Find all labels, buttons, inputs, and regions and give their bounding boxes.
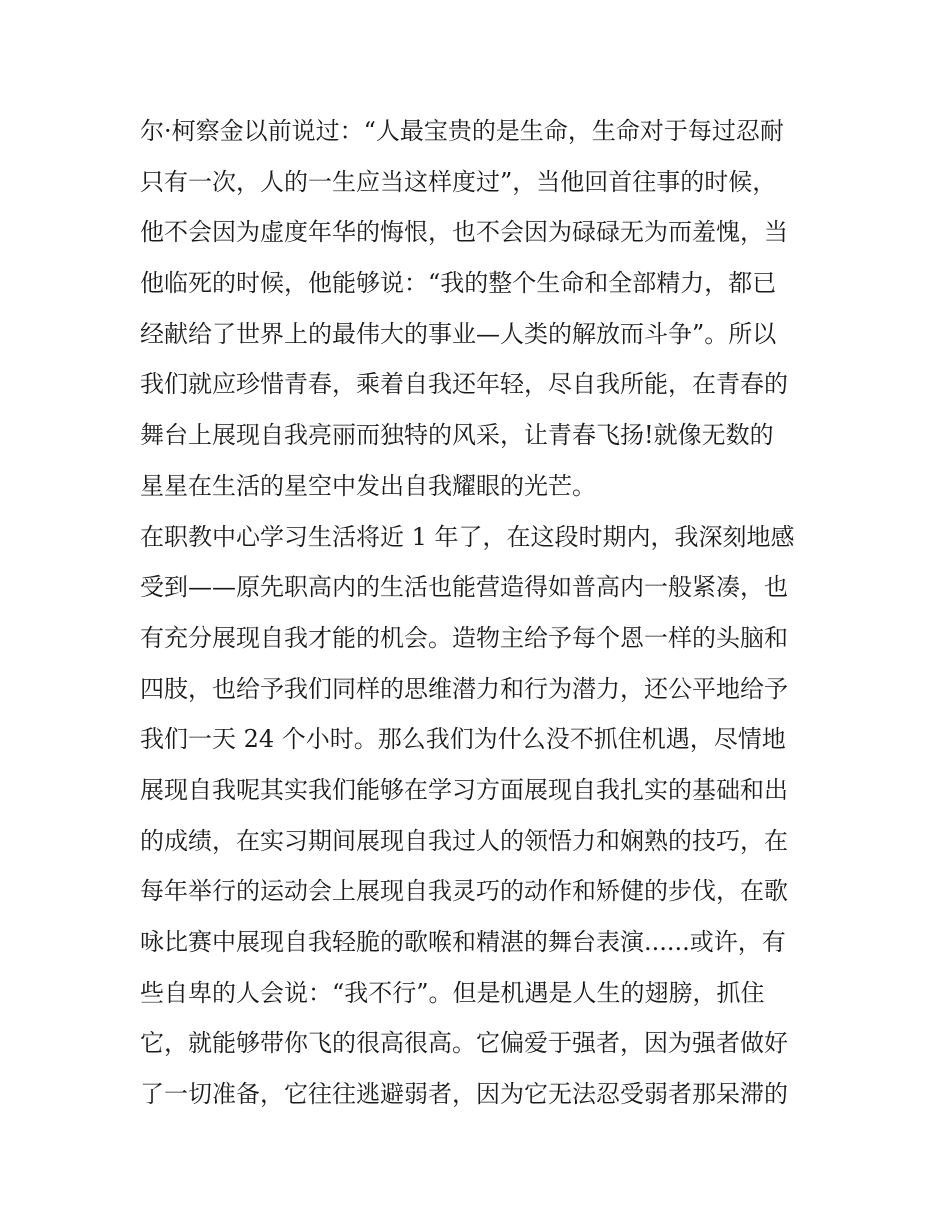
text-line-19: 它，就能够带你飞的很高很高。它偏爱于强者，因为强者做好: [140, 1029, 788, 1058]
text-line-15: 的成绩，在实习期间展现自我过人的领悟力和娴熟的技巧，在: [140, 826, 788, 855]
text-line-1: 尔·柯察金以前说过：“人最宝贵的是生命，生命对于每过忍耐: [140, 117, 784, 145]
document-body: [140, 106, 820, 1120]
text-line-13: 我们一天 24 个小时。那么我们为什么没不抓住机遇，尽情地: [140, 725, 786, 754]
text-line-18: 些自卑的人会说：“我不行”。但是机遇是人生的翅膀，抓住: [140, 978, 765, 1007]
text-line-17: 咏比赛中展现自我轻脆的歌喉和精湛的舞台表演......或许，有: [140, 928, 786, 956]
text-line-16: 每年举行的运动会上展现自我灵巧的动作和矫健的步伐，在歌: [140, 877, 788, 906]
text-line-14: 展现自我呢其实我们能够在学习方面展现自我扎实的基础和出: [140, 775, 788, 804]
text-line-3: 他不会因为虚度年华的悔恨，也不会因为碌碌无为而羞愧，当: [140, 218, 788, 247]
text-line-12: 四肢，也给予我们同样的思维潜力和行为潜力，还公平地给予: [140, 674, 788, 703]
text-line-4: 他临死的时候，他能够说：“我的整个生命和全部精力，都已: [140, 269, 777, 298]
text-line-9: 在职教中心学习生活将近 1 年了，在这段时期内，我深刻地感: [140, 522, 795, 551]
text-line-2: 只有一次，人的一生应当这样度过”，当他回首往事的时候，: [140, 167, 777, 196]
text-line-5: 经献给了世界上的最伟大的事业—人类的解放而斗争”。所以: [140, 319, 777, 348]
text-line-10: 受到——原先职高内的生活也能营造得如普高内一般紧凑，也: [140, 573, 788, 602]
text-line-7: 舞台上展现自我亮丽而独特的风采，让青春飞扬!就像无数的: [140, 421, 774, 450]
text-line-11: 有充分展现自我才能的机会。造物主给予每个恩一样的头脑和: [140, 623, 788, 652]
text-line-20: 了一切准备，它往往逃避弱者，因为它无法忍受弱者那呆滞的: [140, 1080, 788, 1109]
text-line-6: 我们就应珍惜青春，乘着自我还年轻，尽自我所能，在青春的: [140, 370, 788, 399]
text-line-8: 星星在生活的星空中发出自我耀眼的光芒。: [140, 471, 596, 500]
